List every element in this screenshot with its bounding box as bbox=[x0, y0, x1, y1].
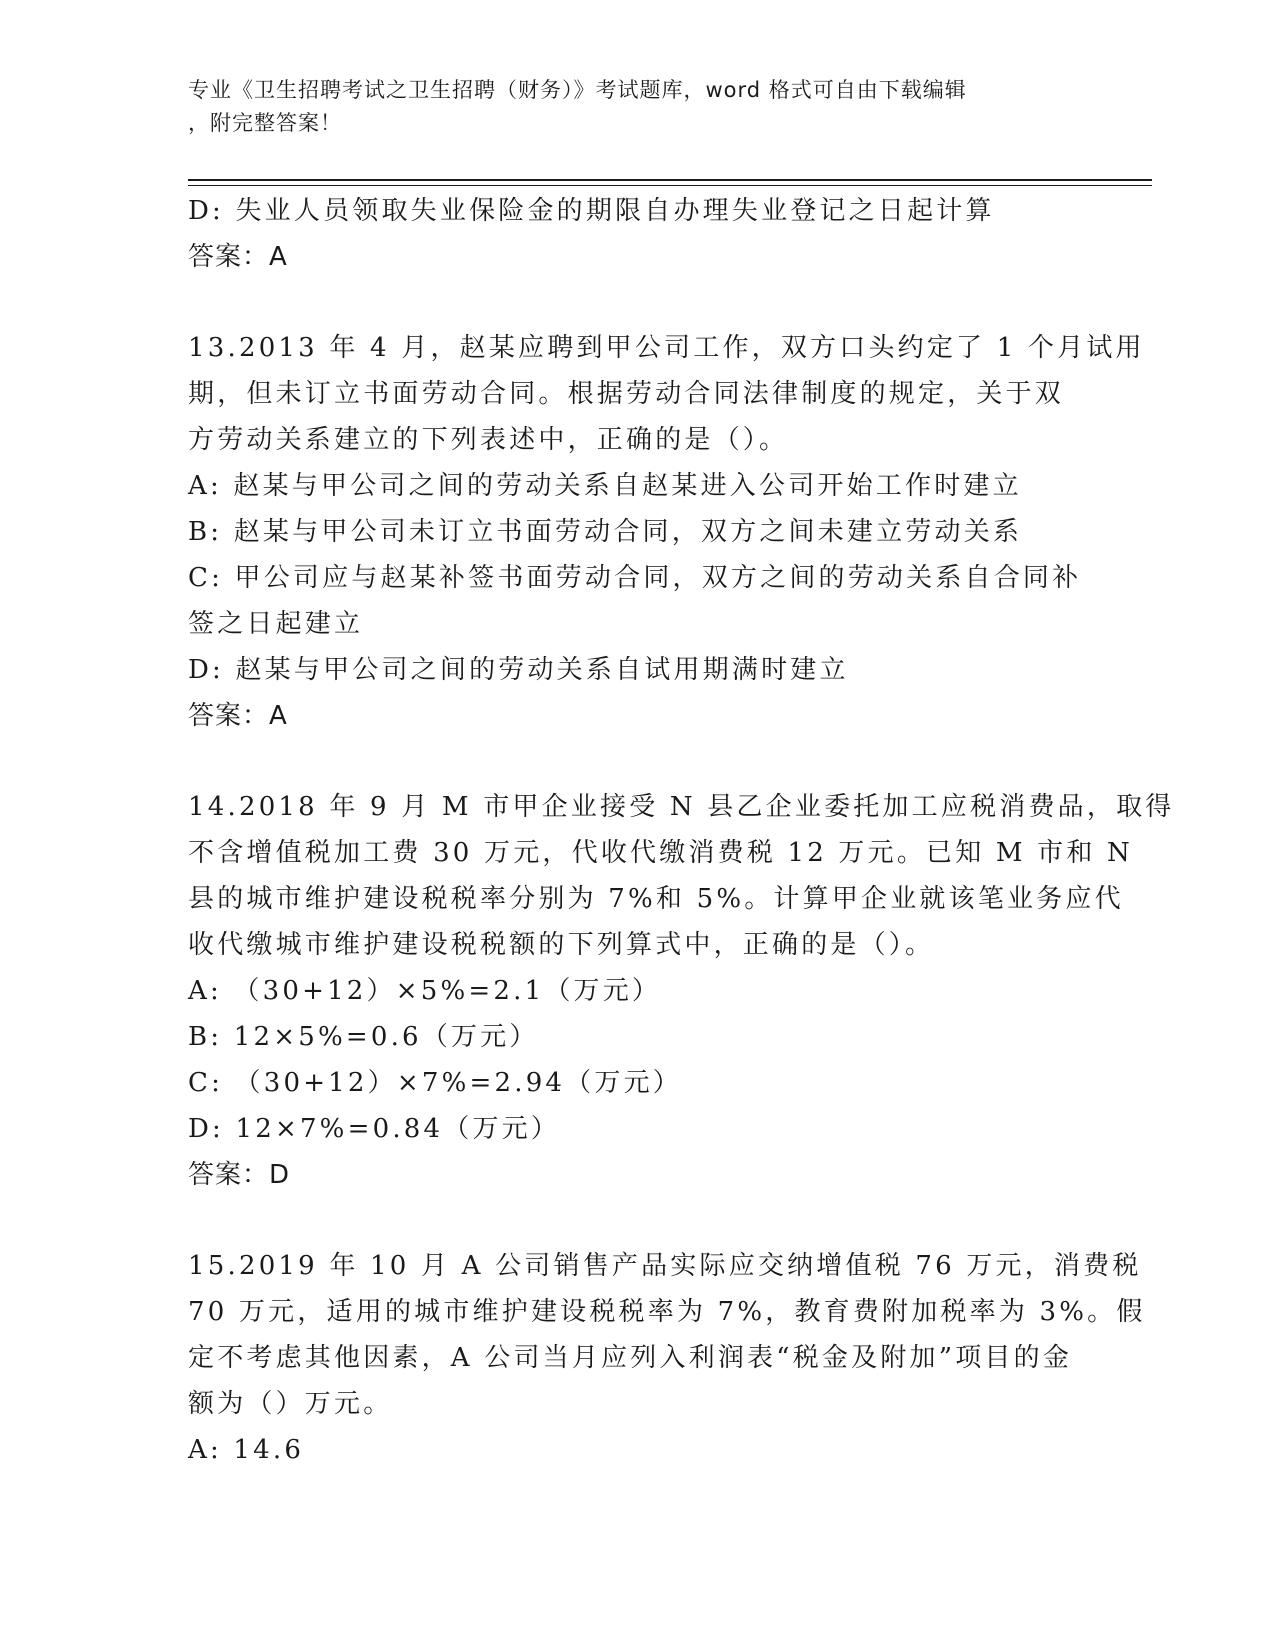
option-a: A: 14.6 bbox=[188, 1435, 305, 1465]
question-15 bbox=[188, 1243, 1146, 1473]
option-a: A: （30+12）×5%=2.1（万元） bbox=[188, 976, 662, 1006]
option-c: C: 甲公司应与赵某补签书面劳动合同，双方之间的劳动关系自合同补 bbox=[188, 563, 1082, 593]
option-c: C: （30+12）×7%=2.94（万元） bbox=[188, 1068, 682, 1098]
question-stem-line: 定不考虑其他因素，A 公司当月应列入利润表“税金及附加”项目的金 bbox=[188, 1343, 1073, 1373]
header-divider-thin bbox=[188, 185, 1152, 186]
option-a: A: 赵某与甲公司之间的劳动关系自赵某进入公司开始工作时建立 bbox=[188, 471, 1022, 501]
header-line-1: 专业《卫生招聘考试之卫生招聘（财务）》考试题库，word 格式可自由下载编辑 bbox=[188, 78, 967, 102]
question-stem-line: 县的城市维护建设税税率分别为 7%和 5%。计算甲企业就该笔业务应代 bbox=[188, 884, 1124, 914]
spacer bbox=[188, 739, 1088, 784]
option-b: B: 赵某与甲公司未订立书面劳动合同，双方之间未建立劳动关系 bbox=[188, 517, 1023, 547]
spacer bbox=[188, 280, 1088, 325]
question-12-tail bbox=[188, 188, 1088, 280]
question-stem-line: 15.2019 年 10 月 A 公司销售产品实际应交纳增值税 76 万元，消费税 bbox=[188, 1251, 1142, 1281]
question-stem-line: 收代缴城市维护建设税税额的下列算式中，正确的是（）。 bbox=[188, 930, 935, 960]
header-line-2: ，附完整答案！ bbox=[188, 111, 342, 135]
option-b: B: 12×5%=0.6（万元） bbox=[188, 1022, 539, 1052]
question-stem-line: 13.2013 年 4 月，赵某应聘到甲公司工作，双方口头约定了 1 个月试用 bbox=[188, 333, 1145, 363]
answer-label: 答案：A bbox=[188, 242, 288, 272]
answer-label: 答案：D bbox=[188, 1160, 291, 1190]
option-c-continued: 签之日起建立 bbox=[188, 609, 364, 639]
question-content bbox=[188, 188, 1175, 1473]
document-header bbox=[188, 74, 1088, 140]
question-stem-line: 70 万元，适用的城市维护建设税税率为 7%，教育费附加税率为 3%。假 bbox=[188, 1297, 1146, 1327]
option-d: D: 失业人员领取失业保险金的期限自办理失业登记之日起计算 bbox=[188, 196, 995, 226]
question-stem-line: 不含增值税加工费 30 万元，代收代缴消费税 12 万元。已知 M 市和 N bbox=[188, 838, 1133, 868]
question-stem-line: 期，但未订立书面劳动合同。根据劳动合同法律制度的规定，关于双 bbox=[188, 379, 1065, 409]
question-stem-line: 方劳动关系建立的下列表述中，正确的是（）。 bbox=[188, 425, 789, 455]
spacer bbox=[188, 1198, 1088, 1243]
question-stem-line: 额为（）万元。 bbox=[188, 1389, 393, 1419]
question-14 bbox=[188, 784, 1175, 1198]
question-stem-line: 14.2018 年 9 月 M 市甲企业接受 N 县乙企业委托加工应税消费品，取得 bbox=[188, 792, 1175, 822]
question-13 bbox=[188, 325, 1145, 739]
option-d: D: 赵某与甲公司之间的劳动关系自试用期满时建立 bbox=[188, 655, 849, 685]
header-divider-thick bbox=[188, 179, 1152, 181]
option-d: D: 12×7%=0.84（万元） bbox=[188, 1114, 561, 1144]
answer-label: 答案：A bbox=[188, 701, 288, 731]
